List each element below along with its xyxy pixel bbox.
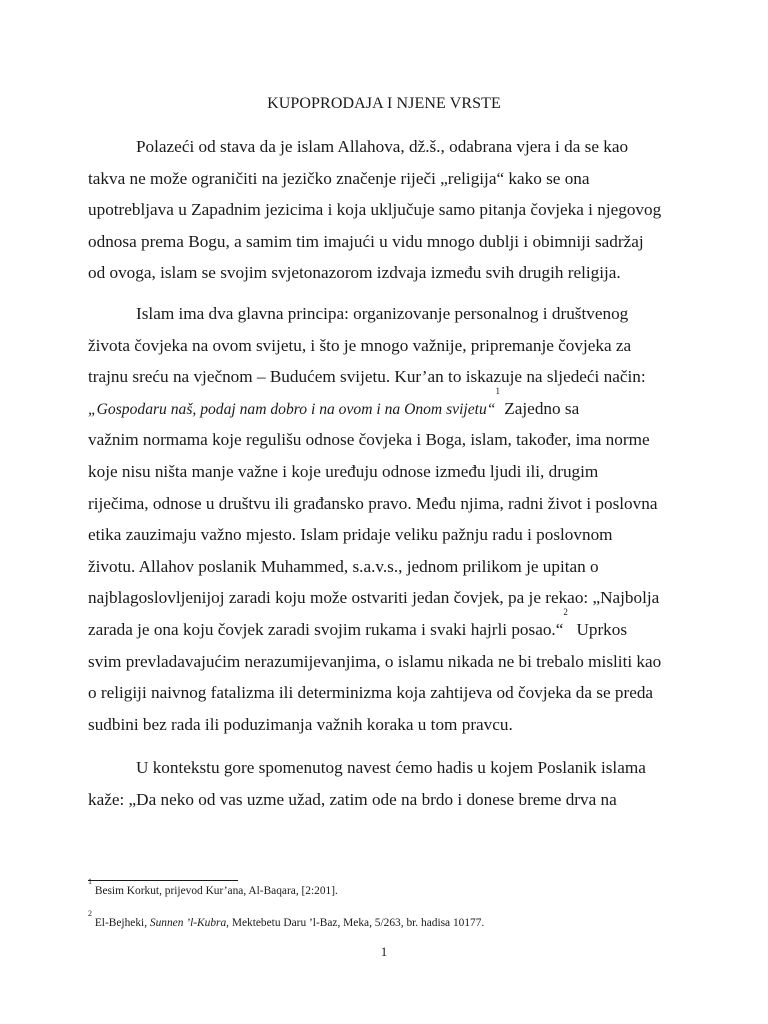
- paragraph-line: najblagoslovljenijoj zaradi koju može ostvariti jedan čovjek, pa je rekao: „Najbolja: [88, 588, 660, 608]
- page-number: 1: [380, 944, 388, 959]
- paragraph-line: odnosa prema Bogu, a samim tim imajući u vidu mnogo dublji i obimniji sadržaj: [88, 231, 644, 251]
- paragraph-3: [88, 752, 688, 815]
- paragraph-line-fn2: [88, 606, 688, 646]
- paragraph-line: od ovoga, islam se svojim svjetonazorom izdvaja između svih drugih religija.: [88, 263, 621, 283]
- paragraph-line-quote: [88, 385, 688, 425]
- footnote-mark: 1: [88, 877, 92, 886]
- line-tail: Uprkos: [567, 619, 628, 639]
- paragraph-line: kaže: „Da neko od vas uzme užad, zatim ode na brdo i donese breme drva na: [88, 789, 617, 809]
- paragraph-line: koje nisu ništa manje važne i koje uređuju odnose između ljudi ili, drugim: [88, 461, 599, 481]
- footnote-text: El-Bejheki,: [92, 917, 150, 929]
- paragraph-line: svim prevladavajućim nerazumijevanjima, o islamu nikada ne bi trebalo misliti kao: [88, 651, 662, 671]
- paragraph-line: o religiji naivnog fatalizma ili determinizma koja zahtijeva od čovjeka da se preda: [88, 683, 654, 703]
- footnote-divider: [88, 880, 238, 881]
- footnote-2: [88, 909, 688, 931]
- paragraph-line: Islam ima dva glavna principa: organizovanje personalnog i društvenog: [136, 304, 629, 323]
- footnote-ref-1[interactable]: 1: [495, 385, 500, 396]
- footnote-mark: 2: [88, 909, 92, 918]
- paragraph-line: upotrebljava u Zapadnim jezicima i koja uključuje samo pitanja čovjeka i njegovog: [88, 200, 662, 220]
- document-title: KUPOPRODAJA I NJENE VRSTE: [267, 95, 501, 112]
- hadith-quote-end: zarada je ona koju čovjek zaradi svojim rukama i svaki hajrli posao.“: [88, 619, 564, 639]
- paragraph-line: sudbini bez rada ili poduzimanja važnih koraka u tom pravcu.: [88, 714, 513, 734]
- paragraph-line: trajnu sreću na vječnom – Budućem svijetu. Kur’an to iskazuje na sljedeći način:: [88, 367, 646, 387]
- footnote-text: Besim Korkut, prijevod Kur’ana, Al-Baqara, [2:201].: [92, 885, 338, 897]
- paragraph-line: Polazeći od stava da je islam Allahova, dž.š., odabrana vjera i da se kao: [136, 137, 629, 156]
- paragraph-line: životu. Allahov poslanik Muhammed, s.a.v.s., jednom prilikom je upitan o: [88, 556, 599, 576]
- footnote-text: , Mektebetu Daru ’l-Baz, Meka, 5/263, br. hadisa 10177.: [226, 917, 485, 929]
- paragraph-line: etika zauzimaju važno mjesto. Islam pridaje veliku pažnju radu i poslovnom: [88, 525, 613, 545]
- paragraph-1: [88, 131, 688, 289]
- footnote-1: [88, 877, 688, 899]
- paragraph-2: [88, 298, 688, 740]
- footnote-ref-2[interactable]: 2: [563, 606, 568, 617]
- paragraph-line: života čovjeka na ovom svijetu, i što je mnogo važnije, pripremanje čovjeka za: [88, 335, 632, 355]
- paragraph-line: važnim normama koje regulišu odnose čovjeka i Boga, islam, također, ima norme: [88, 430, 650, 450]
- paragraph-line: takva ne može ograničiti na jezičko značenje riječi „religija“ kako se ona: [88, 168, 590, 188]
- quran-quote: „Gospodaru naš, podaj nam dobro i na ovom i na Onom svijetu“: [88, 400, 496, 418]
- footnote-book-title: Sunnen ’l-Kubra: [149, 917, 227, 929]
- quote-line-tail: Zajedno sa: [499, 398, 580, 418]
- paragraph-line: riječima, odnose u društvu ili građansko pravo. Među njima, radni život i poslovna: [88, 493, 658, 513]
- paragraph-line: U kontekstu gore spomenutog navest ćemo hadis u kojem Poslanik islama: [136, 758, 646, 777]
